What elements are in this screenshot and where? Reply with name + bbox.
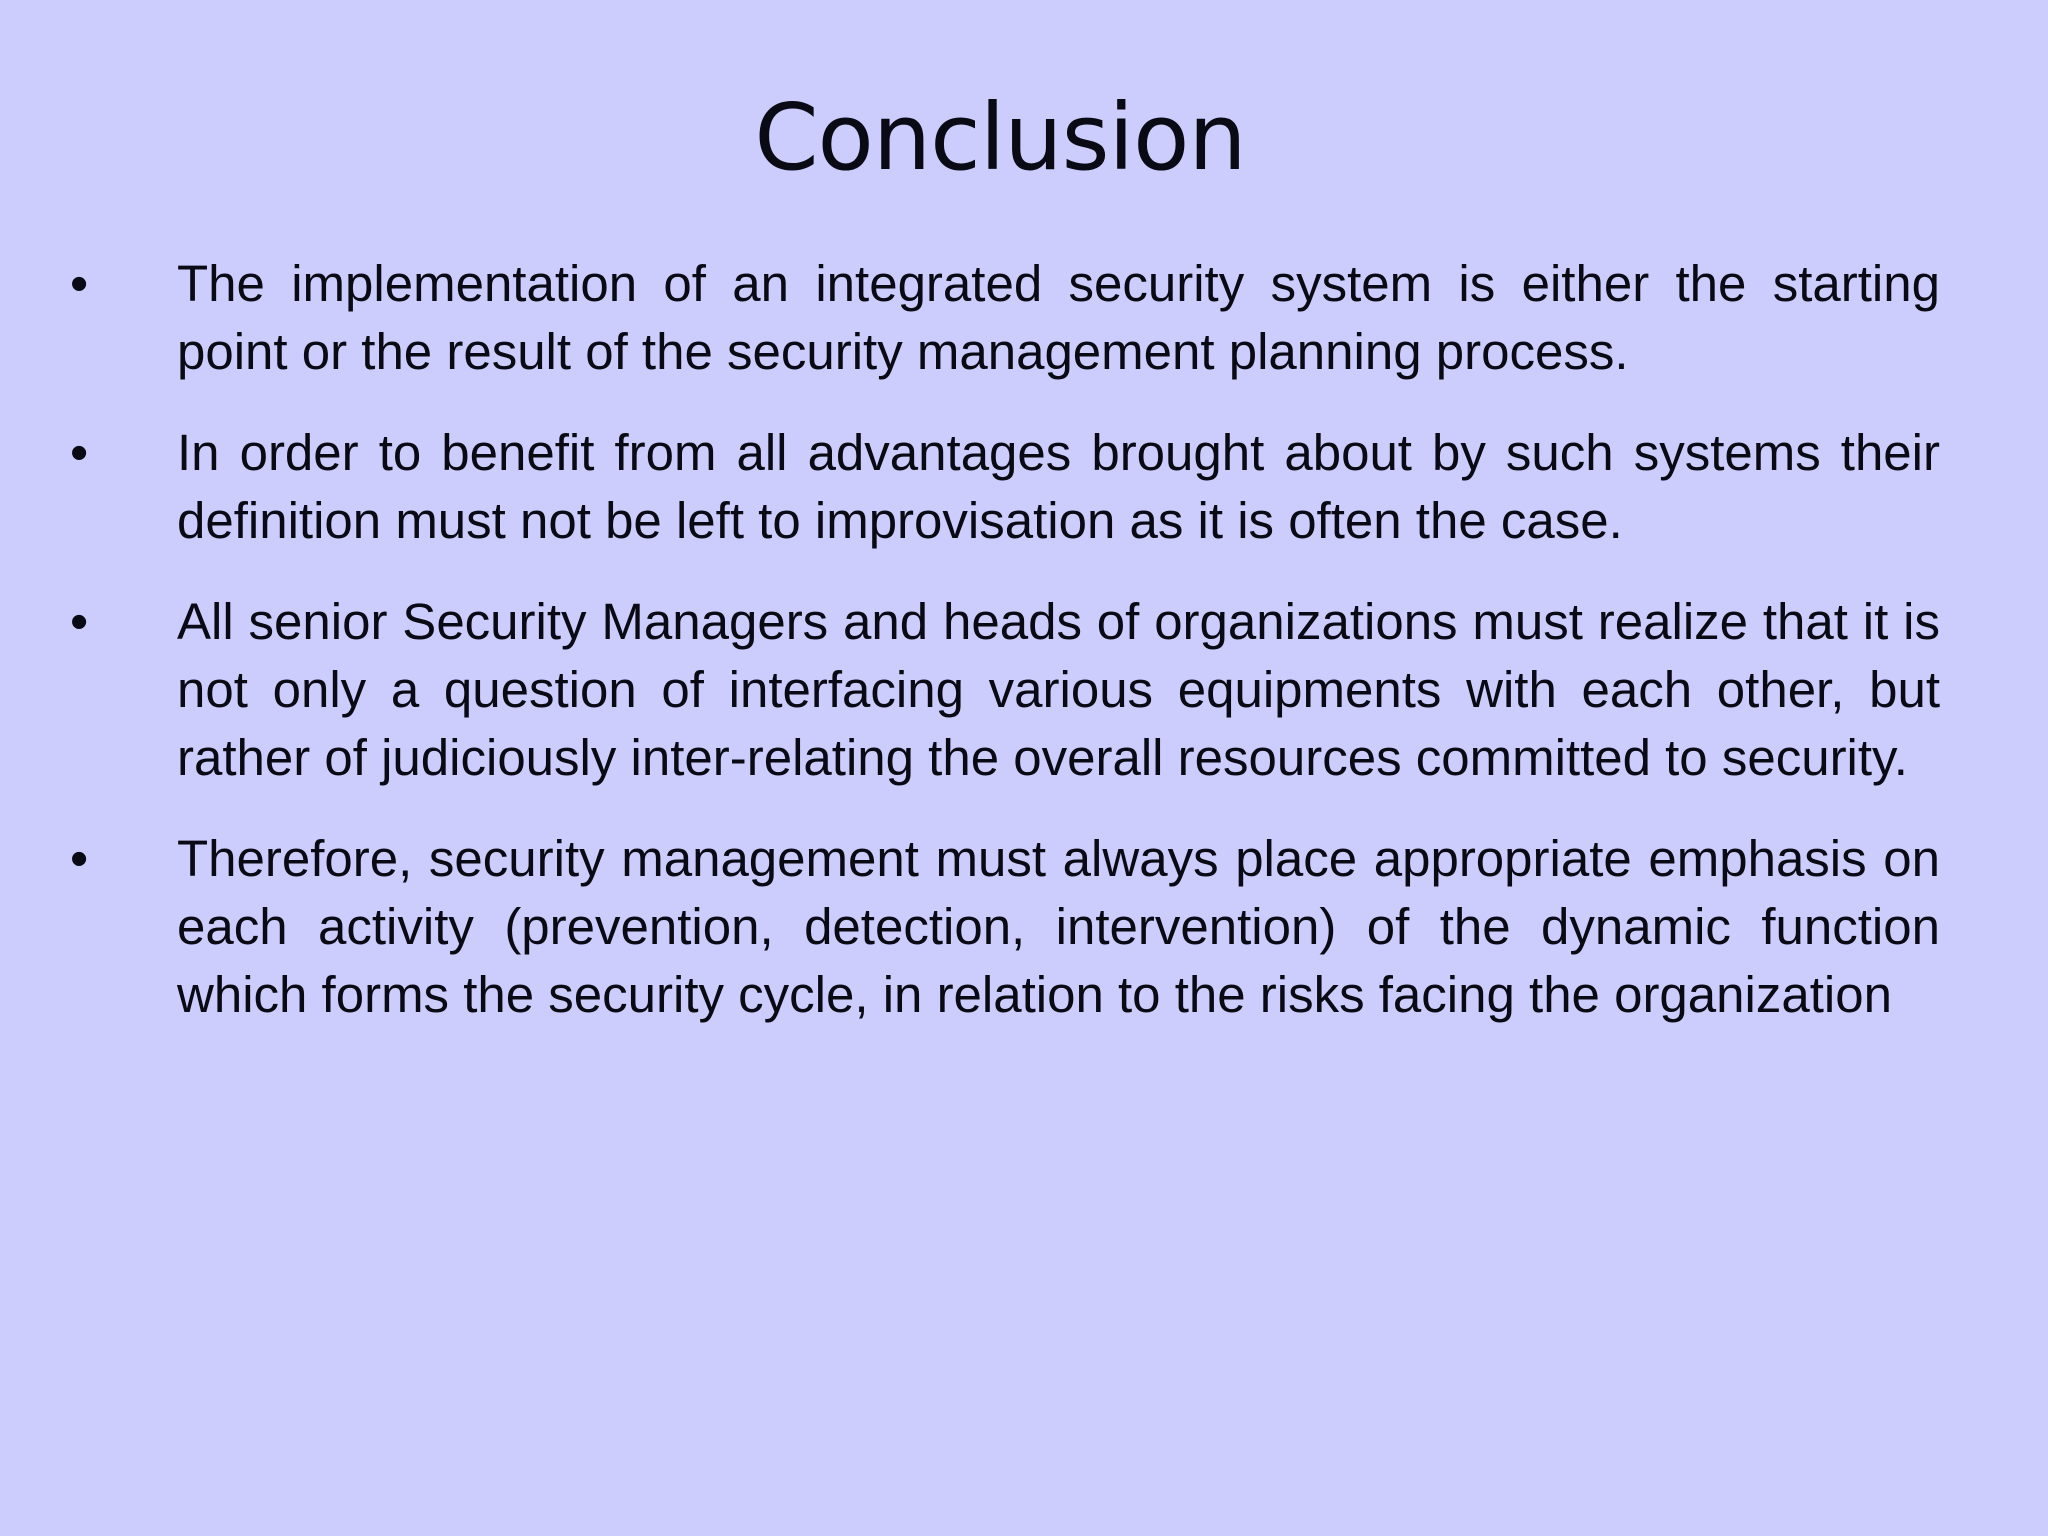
list-item (0, 825, 2048, 1029)
bullet-text: Therefore, security management must always place appropriate emphasis on each activity (prevention, detection, intervention) of the dynamic function which forms the security cycle, in relation to the risks facing the organization (177, 830, 1940, 1023)
bullet-icon: • (70, 255, 89, 313)
bullet-list (0, 250, 2048, 1062)
bullet-text: The implementation of an integrated security system is either the starting point or the result of the security management planning process. (177, 255, 1940, 380)
bullet-text: All senior Security Managers and heads of organizations must realize that it is not only a question of interfacing various equipments with each other, but rather of judiciously inter-relating the overall resources committed to security. (177, 593, 1940, 786)
list-item (0, 250, 2048, 386)
bullet-icon: • (70, 830, 89, 888)
slide-title: Conclusion (754, 84, 1246, 191)
bullet-icon: • (70, 424, 89, 482)
list-item (0, 588, 2048, 792)
list-item (0, 419, 2048, 555)
bullet-icon: • (70, 593, 89, 651)
bullet-text: In order to benefit from all advantages brought about by such systems their definition must not be left to improvisation as it is often the case. (177, 424, 1940, 549)
